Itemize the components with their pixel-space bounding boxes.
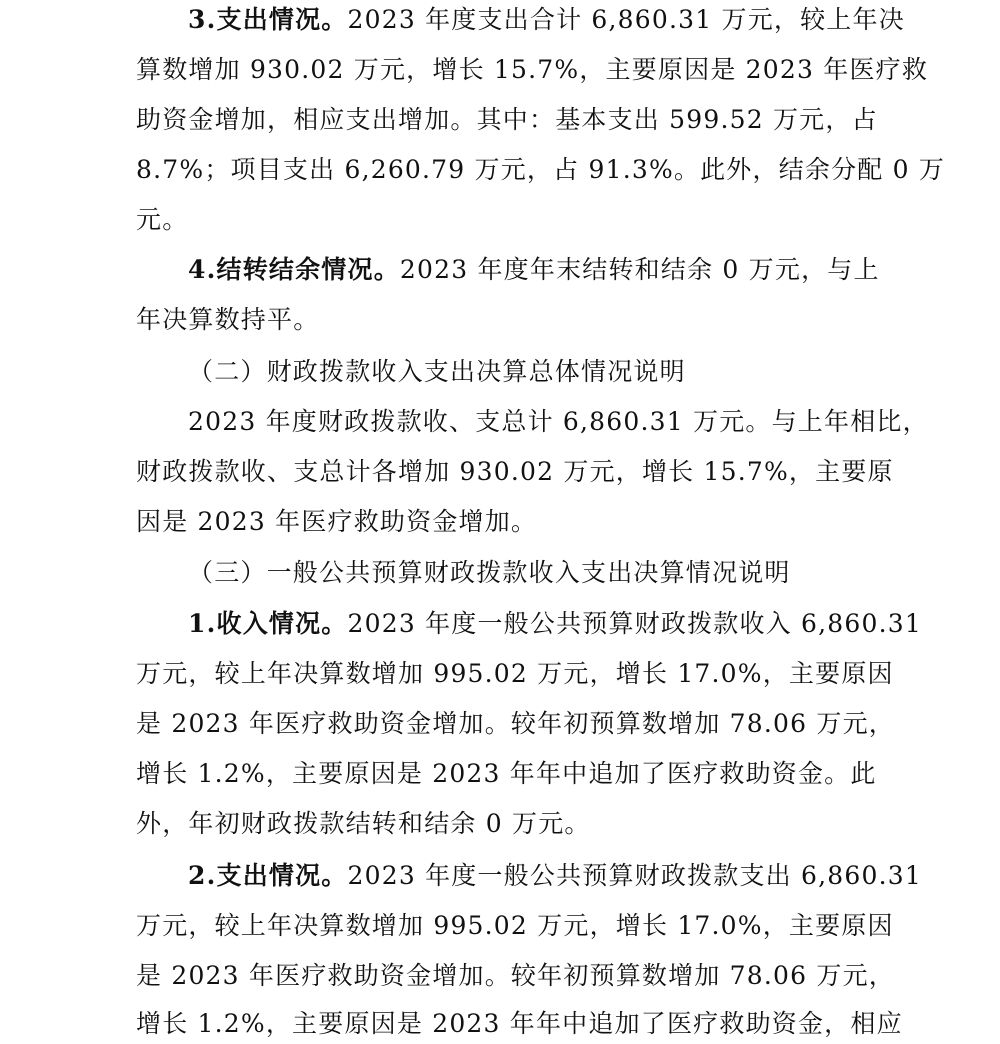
section-heading: 4.结转结余情况。 (188, 255, 400, 284)
paragraph-line (136, 150, 945, 190)
section-heading: 3.支出情况。 (188, 5, 348, 34)
paragraph-line (136, 906, 894, 946)
paragraph-line (136, 1004, 903, 1044)
paragraph-line (136, 50, 928, 90)
line-text: 是 2023 年医疗救助资金增加。较年初预算数增加 78.06 万元， (136, 709, 895, 738)
line-text: 助资金增加，相应支出增加。其中：基本支出 599.52 万元，占 (136, 105, 878, 134)
paragraph-line (188, 402, 929, 442)
line-text: 2023 年度一般公共预算财政拨款收入 6,860.31 (347, 609, 922, 638)
line-text: 万元，较上年决算数增加 995.02 万元，增长 17.0%，主要原因 (136, 911, 894, 940)
line-text: 2023 年度财政拨款收、支总计 6,860.31 万元。与上年相比， (188, 407, 929, 436)
line-text: 因是 2023 年医疗救助资金增加。 (136, 507, 538, 536)
paragraph-line (136, 452, 894, 492)
line-text: 万元，较上年决算数增加 995.02 万元，增长 17.0%，主要原因 (136, 659, 894, 688)
paragraph-line (136, 100, 878, 140)
paragraph-line (188, 250, 880, 290)
paragraph-line (136, 200, 188, 240)
paragraph-line (136, 754, 877, 794)
subsection-heading (188, 553, 791, 593)
paragraph-line (136, 300, 319, 340)
paragraph-line (188, 856, 922, 896)
line-text: 是 2023 年医疗救助资金增加。较年初预算数增加 78.06 万元， (136, 961, 895, 990)
line-text: 财政拨款收、支总计各增加 930.02 万元，增长 15.7%，主要原 (136, 457, 894, 486)
paragraph-line (136, 654, 894, 694)
paragraph-line (136, 804, 591, 844)
paragraph-line (136, 956, 895, 996)
subsection-heading (188, 352, 686, 392)
line-text: （三）一般公共预算财政拨款收入支出决算情况说明 (188, 558, 791, 587)
line-text: 增长 1.2%，主要原因是 2023 年年中追加了医疗救助资金，相应 (136, 1009, 903, 1038)
line-text: 2023 年度年末结转和结余 0 万元，与上 (399, 255, 880, 284)
paragraph-line (188, 0, 905, 40)
section-heading: 1.收入情况。 (188, 609, 348, 638)
line-text: 8.7%；项目支出 6,260.79 万元，占 91.3%。此外，结余分配 0 万 (136, 155, 946, 184)
paragraph-line (188, 604, 922, 644)
line-text: 年决算数持平。 (136, 305, 320, 334)
section-heading: 2.支出情况。 (188, 861, 348, 890)
line-text: 2023 年度支出合计 6,860.31 万元，较上年决 (347, 5, 905, 34)
line-text: 算数增加 930.02 万元，增长 15.7%，主要原因是 2023 年医疗救 (136, 55, 929, 84)
line-text: （二）财政拨款收入支出决算总体情况说明 (188, 357, 686, 386)
paragraph-line (136, 502, 537, 542)
line-text: 元。 (136, 205, 189, 234)
line-text: 外，年初财政拨款结转和结余 0 万元。 (136, 809, 591, 838)
line-text: 增长 1.2%，主要原因是 2023 年年中追加了医疗救助资金。此 (136, 759, 877, 788)
paragraph-line (136, 704, 895, 744)
line-text: 2023 年度一般公共预算财政拨款支出 6,860.31 (347, 861, 922, 890)
